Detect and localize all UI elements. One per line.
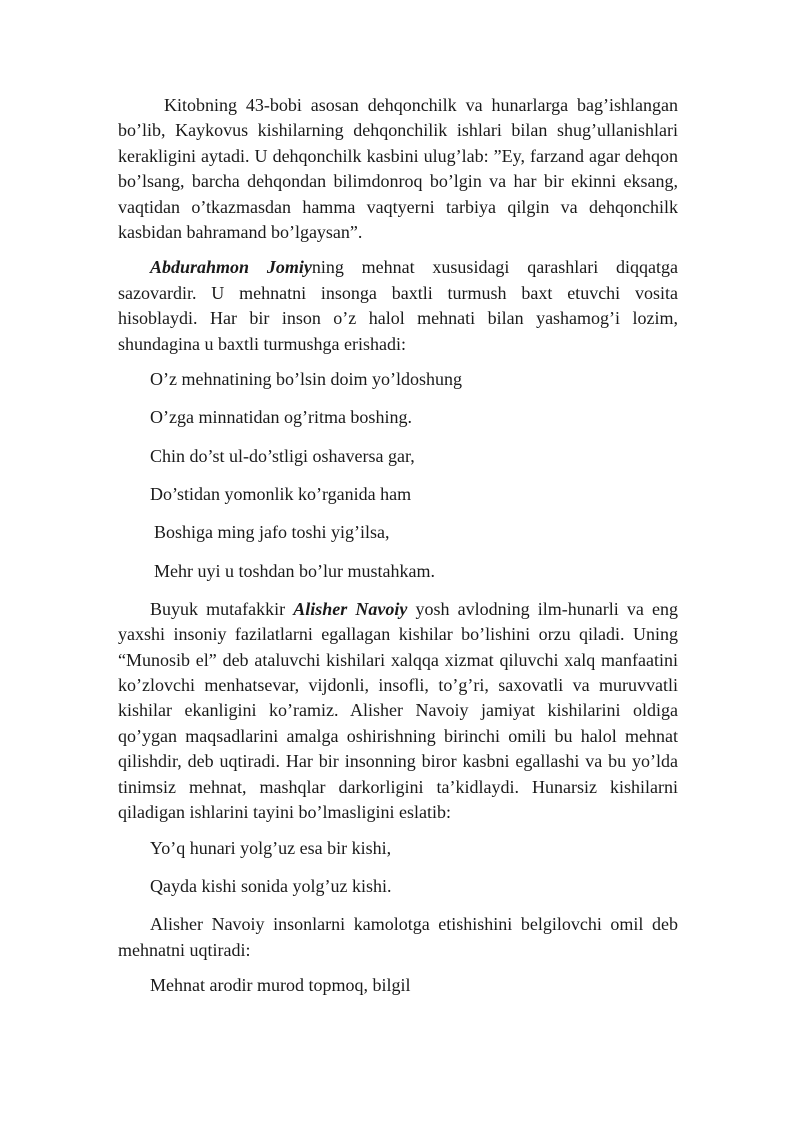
verse-line: O’z mehnatining bo’lsin doim yo’ldoshung: [150, 369, 462, 390]
verse-line: Chin do’st ul-do’stligi oshaversa gar,: [150, 445, 415, 466]
paragraph-navoiy-text: yosh avlodning ilm-hunarli va eng yaxshi insoniy fazilatlarni egallagan kishilar bo’lishini orzu qiladi. Uning “Munosib el” deb ataluvchi kishilari xalqqa xizmat qiluvchi xalq manfaatini ko’zlovchi menhatsevar, vijdonli, insofli, to’g’ri, saxovatli va muruvvatli kishilar ekanligini ko’ramiz. Alisher Navoiy jamiyat kishilarini oldiga qo’ygan maqsadlarini amalga oshirishning birinchi omili bu halol mehnat qilishdir, deb uqtiradi. Har bir insonning biror kasbni egallashi va bu yo’lda tinimsiz mehnat, mashqlar darkorligini ta’kidlaydi. Hunarsiz kishilarni qiladigan ishlarini tayini bo’lmasligini eslatib:: [118, 598, 679, 823]
verse-line: Do’stidan yomonlik ko’rganida ham: [150, 483, 412, 504]
verse-block-navoiy: [118, 836, 678, 913]
verse-block-mehnat: [118, 973, 678, 1011]
verse-line: Yo’q hunari yolg’uz esa bir kishi,: [150, 837, 392, 858]
paragraph-navoiy-lead: Buyuk mutafakkir: [150, 598, 294, 619]
paragraph-jomiy-text: ning mehnat xususidagi qarashlari diqqatga sazovardir. U mehnatni insonga baxtli turmush baxt etuvchi vosita hisoblaydi. Har bir inson o’z halol mehnati bilan yashamog’i lozim, shundagina u baxtli turmushga erishadi:: [118, 257, 678, 354]
verse-line: Qayda kishi sonida yolg’uz kishi.: [150, 875, 392, 896]
author-name-navoiy: Alisher Navoiy: [293, 598, 408, 619]
paragraph-navoiy: [118, 597, 678, 826]
verse-line: O’zga minnatidan og’ritma boshing.: [150, 407, 412, 428]
verse-line: Boshiga ming jafo toshi yig’ilsa,: [154, 522, 390, 543]
verse-line: Mehr uyi u toshdan bo’lur mustahkam.: [154, 560, 435, 581]
paragraph-kamolot: Alisher Navoiy insonlarni kamolotga etishishini belgilovchi omil deb mehnatni uqtiradi:: [118, 914, 678, 960]
document-body: [118, 93, 678, 1011]
paragraph-jomiy: [118, 255, 678, 357]
verse-line: Mehnat arodir murod topmoq, bilgil: [150, 974, 411, 995]
verse-block-jomiy: [118, 367, 678, 597]
author-name-jomiy: Abdurahmon Jomiy: [150, 257, 312, 278]
paragraph-kaykovus: Kitobning 43-bobi asosan dehqonchilk va hunarlarga bag’ishlangan bo’lib, Kaykovus kishilarning dehqonchilik ishlari bilan shug’ullanishlari kerakligini aytadi. U dehqonchilk kasbini ulug’lab: ”Ey, farzand agar dehqon bo’lsang, barcha dehqondan bilimdonroq bo’lgin va har bir ekinni eksang, vaqtidan o’tkazmasdan hamma vaqtyerni tarbiya qilgin va dehqonchilk kasbidan bahramand bo’lgaysan”.: [118, 95, 678, 243]
